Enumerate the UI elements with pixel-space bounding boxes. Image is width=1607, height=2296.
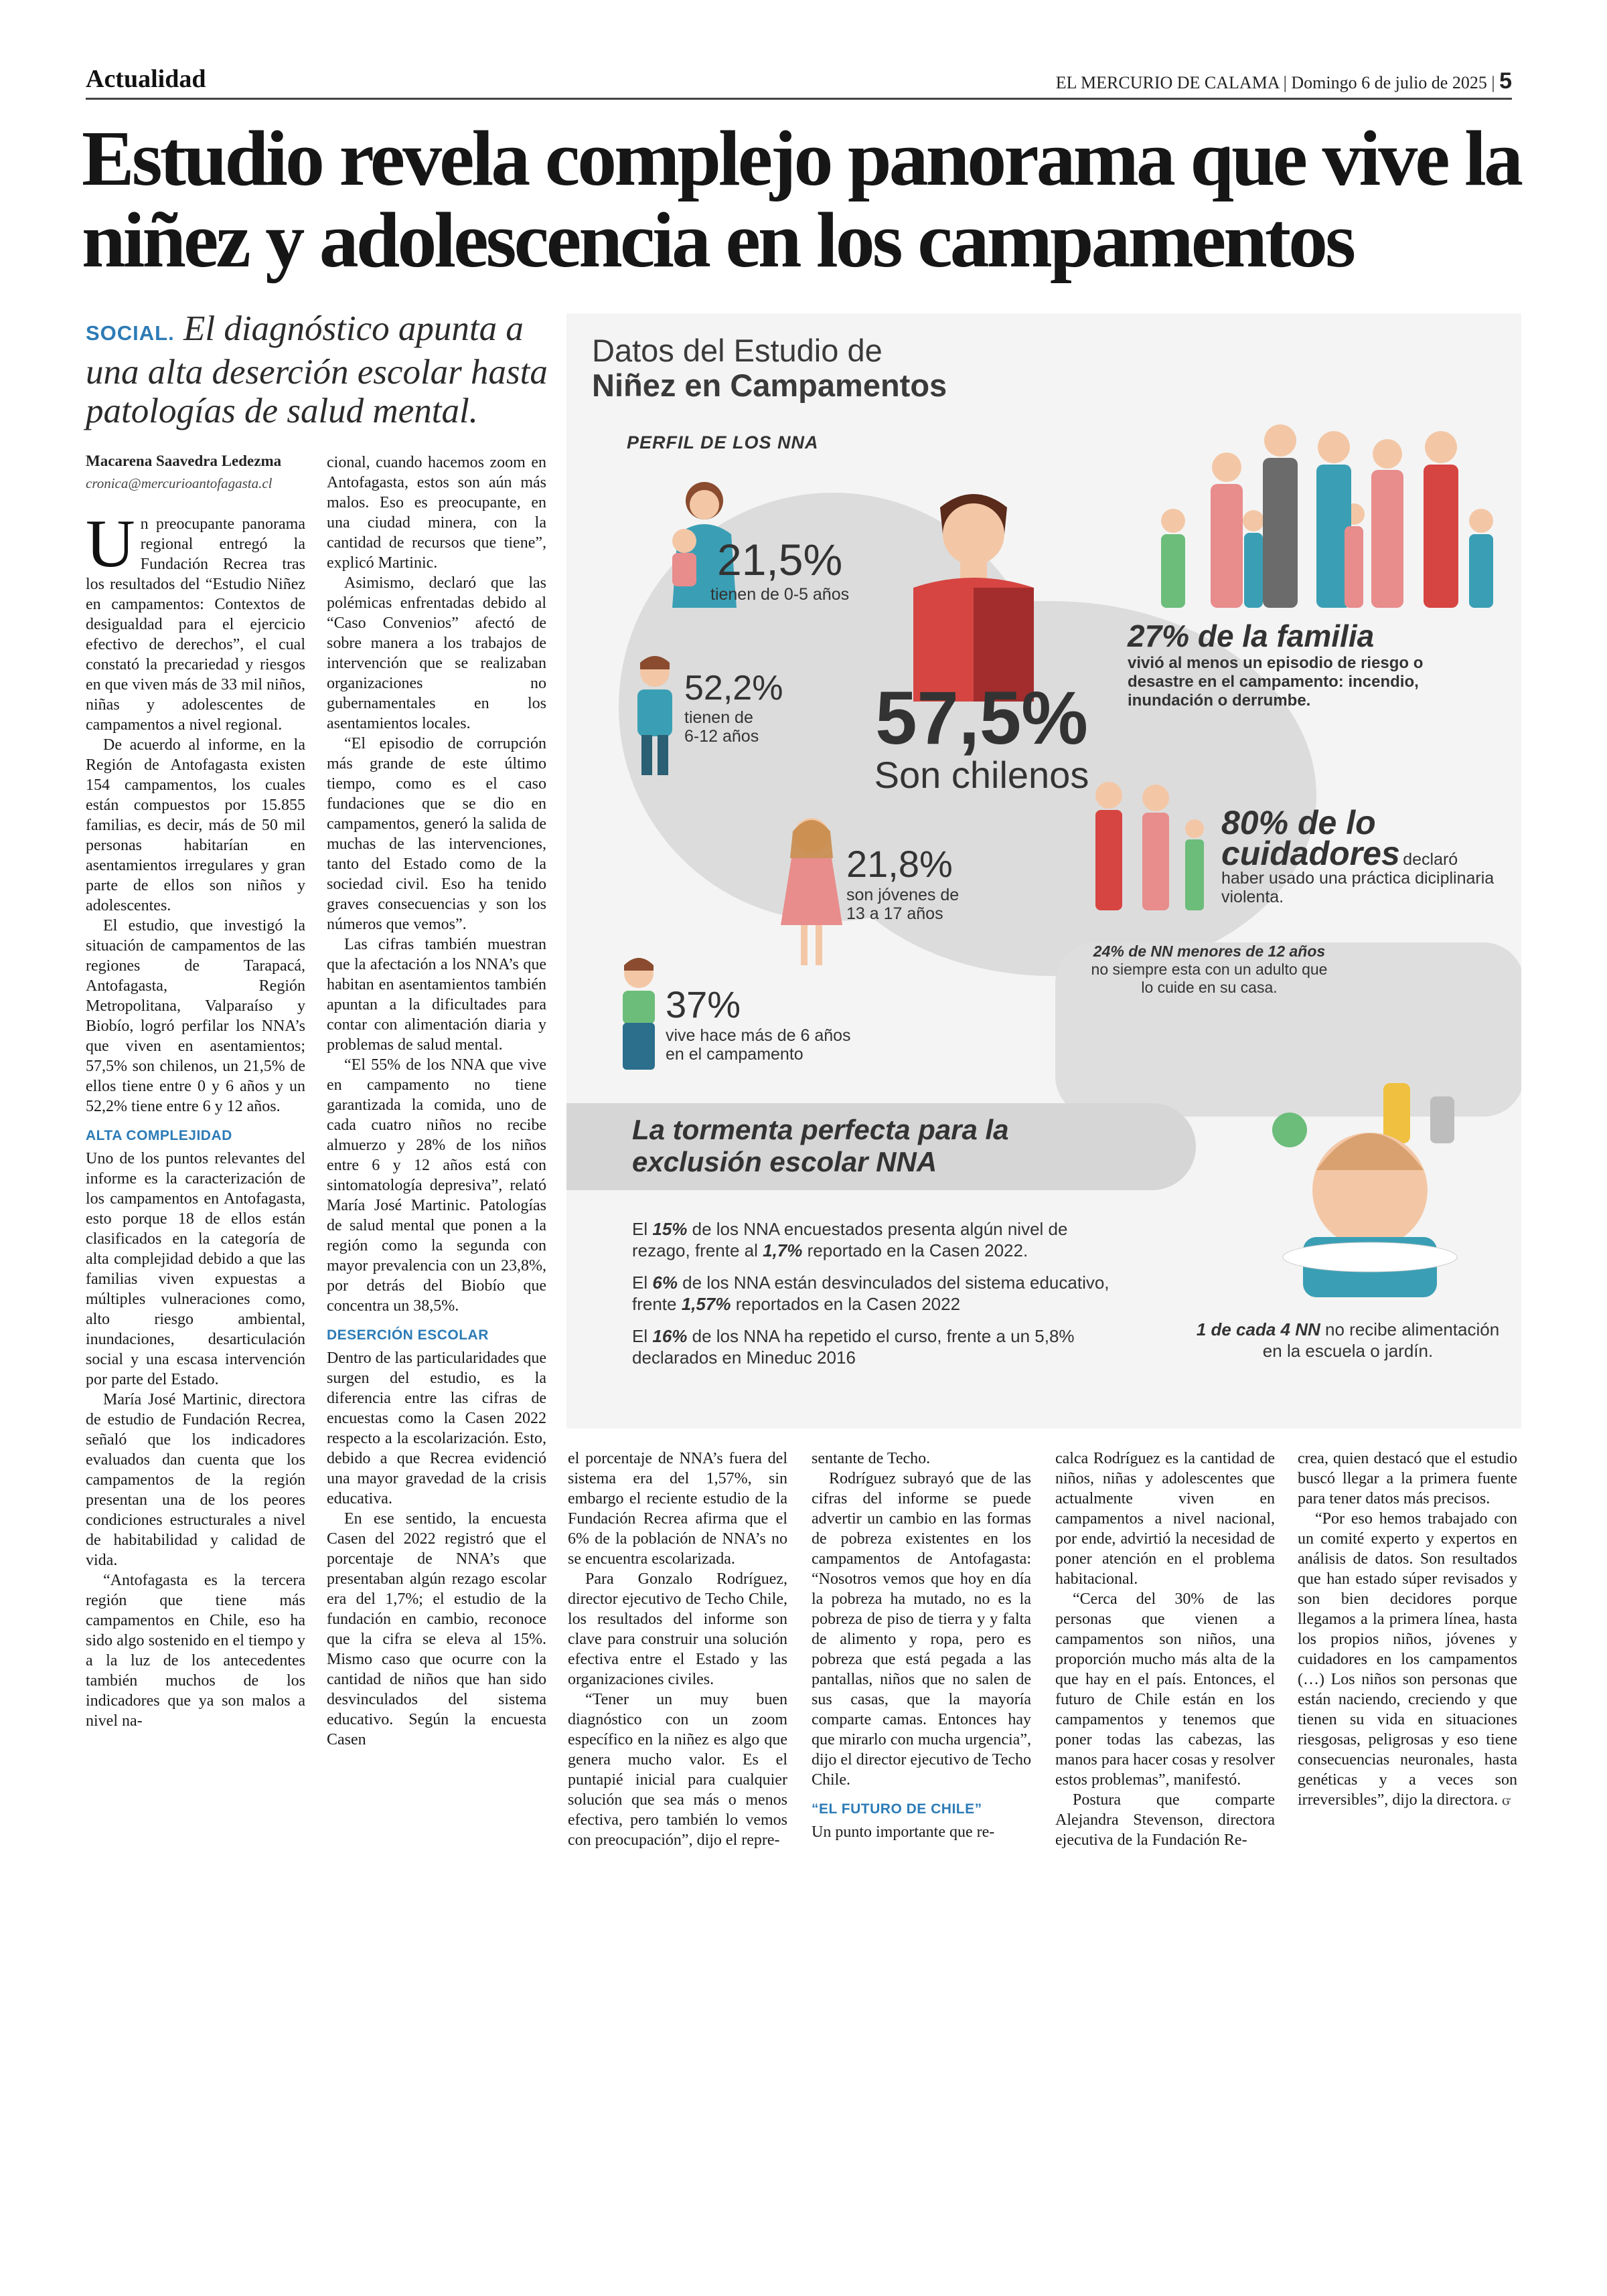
article-column-5 bbox=[1055, 1449, 1275, 1850]
storm-text: El bbox=[632, 1326, 648, 1346]
infographic-title bbox=[592, 333, 947, 403]
stat-label: en el campamento bbox=[666, 1045, 804, 1064]
storm-text: El bbox=[632, 1219, 648, 1239]
storm-item bbox=[632, 1272, 1114, 1315]
stat-family-risk bbox=[1128, 618, 1489, 710]
header-rule bbox=[86, 98, 1512, 100]
paragraph: sentante de Techo. bbox=[812, 1450, 931, 1467]
stat-age-6-12 bbox=[684, 668, 783, 746]
stat-label: vivió al menos un episodio de riesgo o desastre en el campamento: incendio, inundación o derrumbe. bbox=[1128, 654, 1424, 710]
article-column-2 bbox=[327, 453, 546, 1750]
stat-label: tienen de bbox=[684, 708, 753, 727]
storm-text: de los NNA encuestados presenta algún nivel de rezago, frente al bbox=[632, 1219, 1068, 1260]
stat-label: 6-12 años bbox=[684, 727, 759, 746]
stat-value: 37% bbox=[666, 983, 741, 1026]
stat-age-13-17 bbox=[846, 842, 959, 923]
infographic-title-line: Niñez en Campamentos bbox=[592, 367, 947, 403]
author: Macarena Saavedra Ledezma bbox=[86, 453, 282, 469]
page-number: 5 bbox=[1499, 68, 1512, 94]
storm-title-line: exclusión escolar NNA bbox=[632, 1146, 937, 1177]
drop-cap: U bbox=[86, 506, 135, 582]
paragraph: el porcentaje de NNA’s fuera del sistema era del 1,57%, sin embargo el reciente estudio de la Fundación Recrea afirma que el 6% de la población de NNA’s no se encuentra escolarizada. bbox=[568, 1450, 787, 1568]
stat-label: 13 a 17 años bbox=[846, 904, 943, 923]
stat-label: Son chilenos bbox=[874, 754, 1089, 796]
stat-value: cuidadores bbox=[1221, 835, 1400, 872]
storm-title-line: La tormenta perfecta para la bbox=[632, 1114, 1009, 1145]
separator: | bbox=[1491, 73, 1500, 92]
paragraph: “El episodio de corrupción más grande de este último tiempo, como es el caso fundaciones que se dio en campamentos, generó la salida de muchas de las intervenciones, tanto del Estado como de la sociedad civil. Eso ha tenido graves consecuencias y son los números que vemos”. bbox=[327, 735, 546, 933]
publication-info bbox=[1056, 68, 1512, 94]
paragraph: “Antofagasta es la tercera región que tiene más campamentos en Chile, eso ha sido algo sostenido en el tiempo y a la luz de los antecedentes también muchos de los indicadores que ya son malos a nivel na- bbox=[86, 1572, 305, 1730]
headline: Estudio revela complejo panorama que vive la niñez y adolescencia en los campamentos bbox=[82, 114, 1521, 284]
publication-date: Domingo 6 de julio de 2025 bbox=[1291, 73, 1487, 92]
section-name: Actualidad bbox=[86, 65, 206, 93]
storm-value: 1,7% bbox=[763, 1240, 803, 1260]
paragraph: calca Rodríguez es la cantidad de niños, niñas y adolescentes que actualmente viven en campamentos a nivel nacional, por ende, advirtió la necesidad de poner atención en el problema habitacional. bbox=[1055, 1450, 1275, 1588]
child-illustration bbox=[628, 655, 682, 782]
storm-value: 1,57% bbox=[681, 1294, 731, 1314]
family-illustration bbox=[1146, 387, 1508, 614]
paragraph: Un punto importante que re- bbox=[812, 1823, 995, 1841]
child-eating-illustration bbox=[1243, 1070, 1504, 1311]
storm-text: de los NNA están desvinculados del sistema educativo, frente bbox=[632, 1273, 1109, 1314]
storm-text: de los NNA ha repetido el curso, frente a un 5,8% declarados en Mineduc 2016 bbox=[632, 1326, 1075, 1368]
paragraph: crea, quien destacó que el estudio buscó llegar a la primera fuente para tener datos más precisos. bbox=[1298, 1450, 1517, 1507]
storm-value: 6% bbox=[652, 1273, 678, 1293]
stat-label: declaró bbox=[1403, 850, 1458, 869]
paragraph-text: n preocupante panorama regional entregó la Fundación Recrea tras los resultados del “Estudio Niñez en campamentos: Contextos de desigualdad para el ejercicio efectivo de derechos”, el cual constató la precariedad y riesgos en que viven más de 33 mil niños, niñas y adolescentes de campamentos a nivel regional. bbox=[86, 515, 305, 734]
paragraph: De acuerdo al informe, en la Región de Antofagasta existen 154 campamentos, los cuales están compuestos por 15.855 familias, es decir, más de 50 mil personas habitarían en asentamientos irregulares y gran parte de ellos son niños y adolescentes. bbox=[86, 736, 305, 914]
storm-text: reportado en la Casen 2022. bbox=[807, 1240, 1028, 1260]
publication-name: EL MERCURIO DE CALAMA bbox=[1055, 73, 1280, 92]
teen-girl-illustration bbox=[778, 815, 845, 969]
stat-value: 24% de NN menores de 12 años bbox=[1093, 942, 1326, 960]
stat-school-meals bbox=[1191, 1319, 1505, 1362]
stat-label: haber usado una práctica diciplinaria violenta. bbox=[1221, 869, 1495, 906]
stat-caregivers bbox=[1221, 804, 1509, 906]
storm-value: 15% bbox=[652, 1219, 688, 1239]
kicker-tag: SOCIAL. bbox=[86, 321, 175, 345]
stat-label: no siempre esta con un adulto que lo cuide en su casa. bbox=[1091, 961, 1328, 996]
toddler-illustration bbox=[612, 956, 666, 1076]
stat-unsupervised bbox=[1089, 942, 1330, 997]
paragraph: María José Martinic, directora de estudio de Fundación Recrea, señaló que los indicadores evaluados dan cuenta que los campamentos de la región presentan una de los peores condiciones estructurales a nivel de habitabilidad y calidad de vida. bbox=[86, 1391, 305, 1569]
stat-value: 57,5% bbox=[875, 676, 1088, 760]
stat-label: son jóvenes de bbox=[846, 886, 960, 904]
paragraph: El estudio, que investigó la situación de campamentos de las regiones de Tarapacá, Antofagasta, Región Metropolitana, Valparaíso y Biobío, logró perfilar los NNA’s que viven en asentamientos; 57,5% son chilenos, un 21,5% de ellos tiene entre 0 y 6 años y un 52,2% tiene entre 6 y 12 años. bbox=[86, 917, 305, 1115]
paragraph-text: “Por eso hemos trabajado con un comité experto y expertos en análisis de datos. Son resultados que han estado súper revisados y son bien decidores porque llegamos a la primera línea, hasta los propios niños, jóvenes y cuidadores en los campamentos (…) Los niños son personas que están naciendo, creciendo y que tienen su vida en situaciones riesgosas, peligrosas y eso tiene consecuencias neuronales, hasta genéticas y a veces son irreversibles”, dijo la directora. bbox=[1298, 1510, 1517, 1809]
stat-label: vive hace más de 6 años bbox=[666, 1026, 851, 1045]
storm-item bbox=[632, 1218, 1114, 1261]
author-email[interactable]: cronica@mercurioantofagasta.cl bbox=[86, 475, 273, 491]
subheading: “EL FUTURO DE CHILE” bbox=[812, 1801, 982, 1817]
stat-value: 21,8% bbox=[846, 843, 953, 885]
article-column-6 bbox=[1298, 1449, 1517, 1810]
stat-residence-time bbox=[666, 983, 851, 1064]
paragraph: Postura que comparte Alejandra Stevenson, directora ejecutiva de la Fundación Re- bbox=[1055, 1791, 1275, 1849]
boy-illustration bbox=[900, 481, 1047, 702]
subheading: DESERCIÓN ESCOLAR bbox=[327, 1327, 489, 1343]
paragraph: Rodríguez subrayó que de las cifras del informe se puede advertir un cambio en las formas de pobreza existentes en los campamentos de Antofagasta: “Nosotros vemos que hoy en día la pobreza ha mutado, no es la pobreza de piso de tierra y y falta de alimento y ropa, pero es pobreza que está pegada a las pantallas, niños que no salen de sus casas, que la mayoría comparte camas. Entonces hay que mirarlo con mucha urgencia”, dijo el director ejecutivo de Techo Chile. bbox=[812, 1470, 1031, 1789]
paragraph: Asimismo, declaró que las polémicas enfrentadas debido al “Caso Convenios” afectó de sobre manera a los trabajos de intervención que se realizaban organizaciones no gubernamentales en los asentamientos locales. bbox=[327, 574, 546, 732]
stat-age-0-5 bbox=[710, 534, 849, 604]
paragraph: “Tener un muy buen diagnóstico con un zoom específico en la niñez es algo que genera mucho valor. Es el puntapié inicial para cualquier solución que sea más o menos efectiva, pero también lo vemos con preocupación”, dijo el repre- bbox=[568, 1691, 787, 1849]
profile-label: PERFIL DE LOS NNA bbox=[627, 432, 819, 453]
separator: | bbox=[1283, 73, 1292, 92]
infographic-title-line: Datos del Estudio de bbox=[592, 333, 883, 368]
article-column-1 bbox=[86, 506, 305, 1731]
paragraph bbox=[86, 506, 305, 735]
storm-text: reportados en la Casen 2022 bbox=[735, 1294, 961, 1314]
byline bbox=[86, 453, 307, 492]
storm-value: 16% bbox=[652, 1326, 688, 1346]
paragraph: Uno de los puntos relevantes del informe es la caracterización de los campamentos en Antofagasta, esto porque 18 de ellos están clasificados en la categoría de alta complejidad debido a que las familias viven expuestas a múltiples vulneraciones como, alto riesgo ambiental, inundaciones, desarticulación social y una escasa intervención por parte del Estado. bbox=[86, 1150, 305, 1388]
paragraph: Dentro de las particularidades que surgen del estudio, es la diferencia entre las cifras de encuestas como la Casen 2022 respecto a la escolarización. Esto, debido a que Recrea evidenció una mayor gravedad de la crisis educativa. bbox=[327, 1349, 546, 1507]
paragraph: “El 55% de los NNA que vive en campamento no tiene garantizada la comida, uno de cada cuatro niños no recibe almuerzo y 28% de los niños entre 6 y 12 años está con sintomatología depresiva”, relató María José Martinic. Patologías de salud mental que ponen a la región como la segunda con mayor prevalencia con un 23,8%, por detrás del Biobío que concentra un 38,5%. bbox=[327, 1056, 546, 1315]
article-column-4 bbox=[812, 1449, 1031, 1842]
end-mark: ᏻ bbox=[1502, 1791, 1511, 1808]
stat-value: 1 de cada 4 NN bbox=[1196, 1319, 1320, 1339]
stat-value: 21,5% bbox=[716, 535, 843, 584]
storm-item bbox=[632, 1325, 1114, 1368]
article-column-3 bbox=[568, 1449, 787, 1850]
caregivers-illustration bbox=[1082, 775, 1216, 916]
stat-value-line bbox=[1221, 835, 1509, 872]
stat-label: no recibe alimentación en la escuela o jardín. bbox=[1262, 1319, 1500, 1361]
stat-value: 80% de lo bbox=[1221, 804, 1376, 841]
paragraph: Para Gonzalo Rodríguez, director ejecutivo de Techo Chile, los resultados del informe son clave para construir una solución efectiva entre el Estado y las organizaciones civiles. bbox=[568, 1570, 787, 1688]
paragraph: En ese sentido, la encuesta Casen del 2022 registró que el porcentaje de NNA’s que presentaban algún rezago escolar era del 1,7%; el estudio de la fundación en cambio, reconoce que la cifra se eleva al 15%. Mismo caso que ocurre con la cantidad de niños que han sido desvinculados del sistema educativo. Según la encuesta Casen bbox=[327, 1510, 546, 1748]
kicker bbox=[86, 309, 554, 430]
paragraph: “Cerca del 30% de las personas que vienen a campamentos son niños, una proporción mucho más alta de la que hay en el país. Entonces, el futuro de Chile están en los campamentos y tenemos que poner todas las cabezas, las manos para hacer cosas y resolver estos problemas”, manifestó. bbox=[1055, 1590, 1275, 1789]
stat-label: tienen de 0-5 años bbox=[710, 585, 850, 604]
paragraph bbox=[1298, 1509, 1517, 1810]
infographic bbox=[566, 313, 1521, 1428]
paragraph: cional, cuando hacemos zoom en Antofagasta, estos son aún más malos. Eso es preocupante, en una ciudad minera, con la cantidad de recursos que tiene”, explicó Martinic. bbox=[327, 454, 546, 572]
stat-value: 52,2% bbox=[684, 669, 783, 708]
storm-title bbox=[632, 1114, 1009, 1178]
paragraph: Las cifras también muestran que la afectación a los NNA’s que habitan en asentamientos también apuntan a la dificultades para contar con alimentación diaria y problemas de salud mental. bbox=[327, 936, 546, 1054]
storm-text: El bbox=[632, 1273, 648, 1293]
subheading: ALTA COMPLEJIDAD bbox=[86, 1128, 232, 1143]
stat-value: 27% de la familia bbox=[1128, 619, 1375, 653]
stat-chilean bbox=[848, 676, 1116, 796]
kicker-text: El diagnóstico apunta a una alta deserción escolar hasta patologías de salud mental. bbox=[86, 309, 548, 430]
